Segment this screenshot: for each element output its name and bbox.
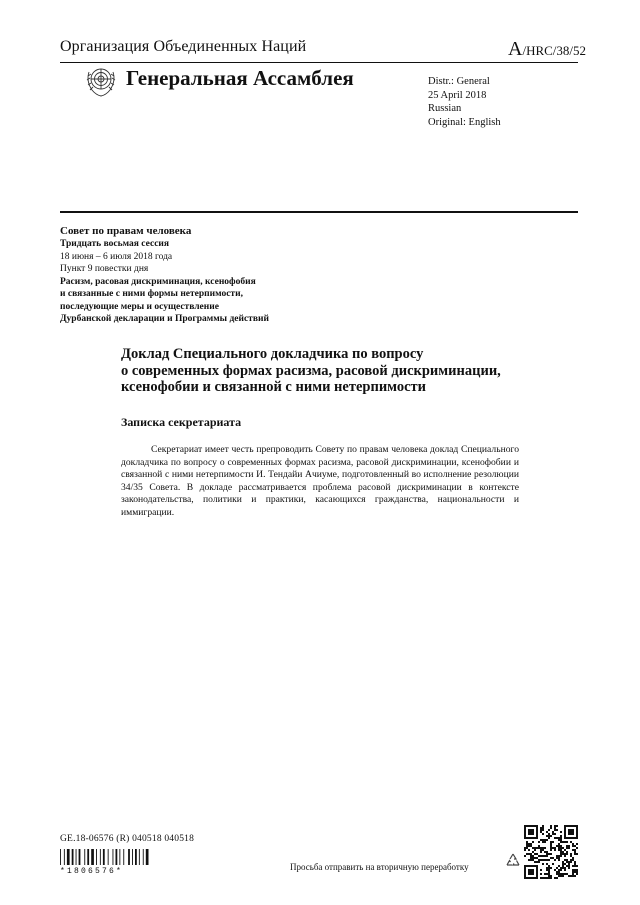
qr-code-icon <box>524 825 578 879</box>
distribution-line: Distr.: General <box>428 76 490 87</box>
report-title <box>121 346 501 396</box>
recycle-note: Просьба отправить на вторичную переработку <box>290 862 469 872</box>
organization-name: Организация Объединенных Наций <box>60 38 307 55</box>
council-name: Совет по правам человека <box>60 225 192 237</box>
report-title-line: ксенофобии и связанной с ними нетерпимости <box>121 379 427 395</box>
agenda-item: Пункт 9 повестки дня <box>60 264 149 274</box>
symbol-prefix: A <box>508 38 523 60</box>
distribution-line: Russian <box>428 103 462 114</box>
note-heading: Записка секретариата <box>121 415 242 429</box>
summary-text: Секретариат имеет честь препроводить Совету по правам человека доклад Специального докладчика по вопросу о современных формах расизма, расовой дискриминации, ксенофобии и связанной с ними нетерпимости И. Тендайи Ачиуме, подготовленный во исполнение резолюции 34/35 Совета. В докладе рассматривается проблема расовой дискриминации в контексте законодательства, политики и практики, касающихся гражданства, национальности и иммиграции. <box>121 444 519 518</box>
agenda-title-line: Дурбанской декларации и Программы действий <box>60 314 269 324</box>
summary-paragraph <box>121 444 519 519</box>
recycle-icon <box>504 852 522 870</box>
symbol-rest: /HRC/38/52 <box>522 43 587 58</box>
session-block <box>60 224 269 326</box>
session-name: Тридцать восьмая сессия <box>60 239 170 249</box>
body-title: Генеральная Ассамблея <box>126 66 354 90</box>
header-rule <box>60 62 578 63</box>
document-symbol <box>508 38 586 61</box>
distribution-line: 25 April 2018 <box>428 89 487 101</box>
un-emblem-icon <box>84 64 118 98</box>
section-rule <box>60 211 578 213</box>
job-number: GE.18-06576 (R) 040518 040518 <box>60 834 195 844</box>
agenda-title-line: последующие меры и осуществление <box>60 301 219 312</box>
barcode-text: *1806576* <box>60 867 124 876</box>
agenda-title-line: Расизм, расовая дискриминация, ксенофобия <box>60 276 256 287</box>
session-dates: 18 июня – 6 июля 2018 года <box>60 251 173 262</box>
barcode-icon <box>60 849 150 865</box>
distribution-block <box>428 75 501 129</box>
report-title-line: о современных формах расизма, расовой дискриминации, <box>121 362 501 379</box>
report-title-line: Доклад Специального докладчика по вопросу <box>121 346 424 362</box>
distribution-line: Original: English <box>428 116 501 128</box>
agenda-title-line: и связанные с ними формы нетерпимости, <box>60 289 243 299</box>
